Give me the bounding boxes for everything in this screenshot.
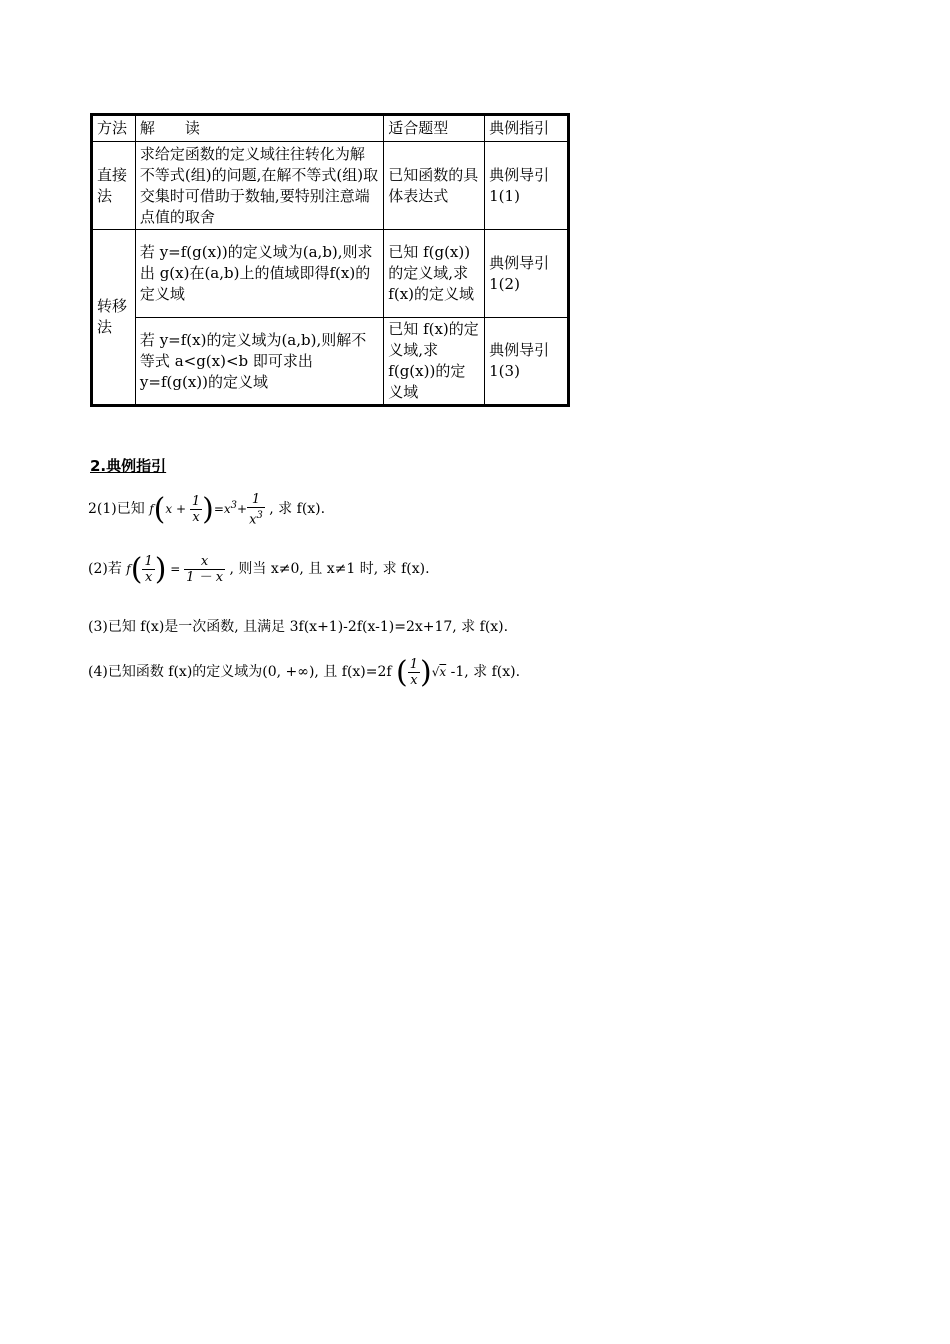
problem-2-formula: f( $\frac{1}{x}$ ) = $\frac{x}{1 - x}$ xyxy=(126,552,224,587)
header-example: 典例指引 xyxy=(485,115,569,142)
method-cell: 直接法 xyxy=(92,142,136,230)
problem-4-formula: ( $\frac{1}{x}$ )√x xyxy=(396,655,447,690)
problem-1 xyxy=(88,492,325,527)
methods-table xyxy=(90,113,570,407)
example-cell: 典例导引1(3) xyxy=(485,318,569,406)
header-method: 方法 xyxy=(92,115,136,142)
problem-3: (3)已知 f(x)是一次函数, 且满足 3f(x+1)-2f(x-1)=2x+17, 求 f(x). xyxy=(88,619,509,635)
problem-2-suffix: , 则当 x≠0, 且 x≠1 时, 求 f(x). xyxy=(229,561,430,577)
type-cell: 已知 f(x)的定义域,求f(g(x))的定义域 xyxy=(384,318,485,406)
table-row xyxy=(92,230,569,318)
table-row xyxy=(92,142,569,230)
table-row xyxy=(92,318,569,406)
problem-1-suffix: , 求 f(x). xyxy=(269,501,326,518)
example-cell: 典例导引1(2) xyxy=(485,230,569,318)
section-title: 2.典例指引 xyxy=(90,457,167,475)
problem-4 xyxy=(88,655,520,690)
problem-1-formula: f(x + $\frac{1}{x}$ )$=x^3+$ $\frac{1}{x^3}$ xyxy=(149,492,263,528)
reading-cell: 求给定函数的定义域往往转化为解不等式(组)的问题,在解不等式(组)取交集时可借助于数轴,要特别注意端点值的取舍 xyxy=(135,142,383,230)
method-cell: 转移法 xyxy=(92,230,136,406)
example-cell: 典例导引1(1) xyxy=(485,142,569,230)
header-reading: 解 读 xyxy=(135,115,383,142)
reading-cell: 若 y=f(x)的定义域为(a,b),则解不等式 a<g(x)<b 即可求出y=f(g(x))的定义域 xyxy=(135,318,383,406)
problem-2-prefix: (2)若 xyxy=(88,561,122,577)
reading-cell: 若 y=f(g(x))的定义域为(a,b),则求出 g(x)在(a,b)上的值域即得f(x)的定义域 xyxy=(135,230,383,318)
header-type: 适合题型 xyxy=(384,115,485,142)
problem-2 xyxy=(88,552,430,587)
problem-1-prefix: 2(1)已知 xyxy=(88,501,145,518)
problem-4-prefix: (4)已知函数 f(x)的定义域为(0, +∞), 且 f(x)=2f xyxy=(88,664,392,680)
type-cell: 已知 f(g(x))的定义域,求 f(x)的定义域 xyxy=(384,230,485,318)
table-header-row xyxy=(92,115,569,142)
type-cell: 已知函数的具体表达式 xyxy=(384,142,485,230)
problem-4-suffix: -1, 求 f(x). xyxy=(450,664,521,680)
